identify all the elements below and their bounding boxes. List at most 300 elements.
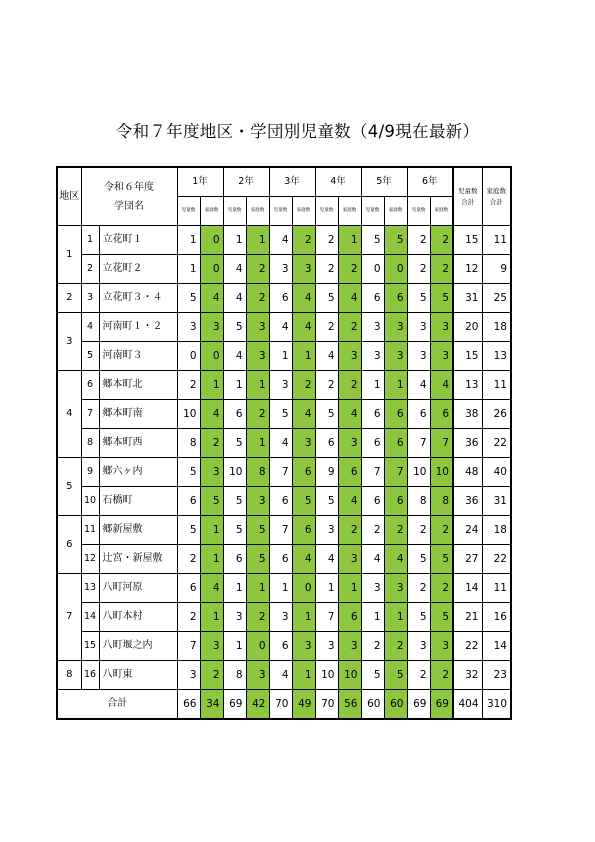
total-family-count-cell: 56 [338,690,361,720]
total-students-cell: 14 [453,574,482,603]
total-families-cell: 11 [482,226,511,255]
student-count-cell: 2 [315,313,338,342]
family-count-cell: 0 [200,255,223,284]
student-count-cell: 6 [361,487,384,516]
page-title: 令和７年度地区・学団別児童数（4/9現在最新） [115,122,480,141]
student-count-cell: 1 [223,371,246,400]
header-total-families-l2: 合計 [489,197,503,206]
total-row [57,690,511,720]
total-student-count-cell: 60 [361,690,384,720]
family-count-cell: 4 [338,284,361,313]
family-count-cell: 8 [246,458,269,487]
header-grade-2: 2年 [223,167,269,197]
student-count-cell: 5 [315,487,338,516]
table-row [57,429,511,458]
group-name: 立花町３・４ [99,284,177,313]
family-count-cell: 5 [200,487,223,516]
student-count-cell: 8 [407,487,430,516]
table-row [57,400,511,429]
family-count-cell: 4 [338,487,361,516]
group-number: 3 [81,284,99,313]
student-count-cell: 7 [269,516,292,545]
family-count-cell: 2 [246,284,269,313]
header-grade-4: 4年 [315,167,361,197]
student-count-cell: 8 [177,429,200,458]
family-count-cell: 4 [200,284,223,313]
header-row-grades [57,167,511,197]
family-count-cell: 0 [200,342,223,371]
total-family-count-cell: 42 [246,690,269,720]
district-cell: 7 [57,574,81,661]
total-family-count-cell: 60 [384,690,407,720]
family-count-cell: 1 [200,603,223,632]
family-count-cell: 6 [292,516,315,545]
family-count-cell: 3 [292,255,315,284]
student-count-cell: 2 [407,226,430,255]
student-count-table [56,166,512,720]
family-count-cell: 4 [292,284,315,313]
total-student-count-cell: 66 [177,690,200,720]
family-count-cell: 3 [338,342,361,371]
student-count-cell: 5 [223,487,246,516]
student-count-cell: 7 [315,603,338,632]
student-count-cell: 5 [177,458,200,487]
district-cell: 6 [57,516,81,574]
group-number: 5 [81,342,99,371]
total-students-cell: 15 [453,226,482,255]
table-row [57,255,511,284]
student-count-cell: 10 [223,458,246,487]
family-count-cell: 2 [430,516,453,545]
family-count-cell: 3 [384,313,407,342]
total-families-cell: 18 [482,313,511,342]
total-label: 合計 [57,690,177,720]
student-count-cell: 5 [177,284,200,313]
family-count-cell: 2 [430,255,453,284]
header-group [81,167,177,226]
family-count-cell: 5 [430,284,453,313]
family-count-cell: 2 [430,661,453,690]
header-grade-3: 3年 [269,167,315,197]
student-count-cell: 2 [177,603,200,632]
family-count-cell: 5 [430,545,453,574]
total-students-cell: 38 [453,400,482,429]
group-number: 8 [81,429,99,458]
family-count-cell: 10 [430,458,453,487]
header-total-families [482,167,511,226]
group-number: 9 [81,458,99,487]
student-count-cell: 1 [315,574,338,603]
family-count-cell: 0 [246,632,269,661]
student-count-cell: 6 [269,545,292,574]
total-families-cell: 16 [482,603,511,632]
student-count-cell: 6 [177,487,200,516]
group-name: 辻宮・新屋敷 [99,545,177,574]
group-name: 八町本村 [99,603,177,632]
group-name: 立花町１ [99,226,177,255]
district-cell: 3 [57,313,81,371]
family-count-cell: 1 [246,226,269,255]
district-cell: 8 [57,661,81,690]
student-count-cell: 5 [361,661,384,690]
student-count-cell: 1 [177,255,200,284]
student-count-cell: 3 [407,313,430,342]
family-count-cell: 4 [292,545,315,574]
student-count-cell: 1 [223,632,246,661]
family-count-cell: 3 [246,342,269,371]
total-students-cell: 21 [453,603,482,632]
group-number: 1 [81,226,99,255]
family-count-cell: 1 [200,371,223,400]
family-count-cell: 1 [384,603,407,632]
student-count-cell: 1 [361,603,384,632]
student-count-cell: 6 [407,400,430,429]
student-count-cell: 5 [223,429,246,458]
student-count-cell: 6 [223,545,246,574]
header-district: 地区 [57,167,81,226]
family-count-cell: 1 [292,603,315,632]
student-count-cell: 4 [223,342,246,371]
student-count-cell: 2 [361,516,384,545]
student-count-cell: 6 [177,574,200,603]
student-count-cell: 3 [407,342,430,371]
total-families-cell: 11 [482,574,511,603]
student-count-cell: 4 [361,545,384,574]
family-count-cell: 5 [384,226,407,255]
total-student-count-cell: 69 [223,690,246,720]
student-count-cell: 6 [315,429,338,458]
group-name: 河南町３ [99,342,177,371]
family-count-cell: 2 [338,255,361,284]
family-count-cell: 0 [384,255,407,284]
student-count-cell: 4 [223,255,246,284]
family-count-cell: 6 [384,400,407,429]
family-count-cell: 1 [384,371,407,400]
student-count-cell: 2 [361,632,384,661]
student-count-cell: 5 [223,313,246,342]
table-row [57,284,511,313]
group-name: 郷本町西 [99,429,177,458]
family-count-cell: 5 [246,516,269,545]
group-number: 10 [81,487,99,516]
header-sub-families: 家庭数 [292,197,315,226]
group-name: 八町東 [99,661,177,690]
total-students-cell: 20 [453,313,482,342]
family-count-cell: 3 [338,545,361,574]
grand-total-families: 310 [482,690,511,720]
total-students-cell: 22 [453,632,482,661]
header-sub-students: 児童数 [361,197,384,226]
student-count-cell: 3 [361,313,384,342]
student-count-cell: 5 [407,284,430,313]
district-cell: 1 [57,226,81,284]
table-row [57,342,511,371]
group-number: 12 [81,545,99,574]
student-count-cell: 2 [407,516,430,545]
table-row [57,226,511,255]
student-count-cell: 7 [177,632,200,661]
family-count-cell: 3 [292,429,315,458]
total-family-count-cell: 34 [200,690,223,720]
total-families-cell: 40 [482,458,511,487]
total-students-cell: 15 [453,342,482,371]
table-row [57,661,511,690]
group-number: 16 [81,661,99,690]
group-number: 14 [81,603,99,632]
group-number: 13 [81,574,99,603]
student-count-cell: 4 [269,429,292,458]
student-count-cell: 5 [407,603,430,632]
student-count-cell: 7 [269,458,292,487]
table-row [57,371,511,400]
student-count-cell: 3 [315,632,338,661]
district-cell: 2 [57,284,81,313]
family-count-cell: 5 [246,545,269,574]
family-count-cell: 4 [200,400,223,429]
family-count-cell: 1 [292,661,315,690]
table-row [57,545,511,574]
student-count-cell: 6 [269,487,292,516]
family-count-cell: 1 [246,574,269,603]
student-count-cell: 2 [315,226,338,255]
total-students-cell: 48 [453,458,482,487]
family-count-cell: 7 [430,429,453,458]
header-total-families-l1: 家庭数 [486,187,506,196]
student-count-cell: 4 [269,661,292,690]
family-count-cell: 6 [430,400,453,429]
student-count-cell: 7 [407,429,430,458]
header-grade-5: 5年 [361,167,407,197]
student-count-cell: 2 [407,574,430,603]
total-students-cell: 31 [453,284,482,313]
table-row [57,603,511,632]
student-count-cell: 1 [269,342,292,371]
header-sub-families: 家庭数 [200,197,223,226]
family-count-cell: 1 [338,226,361,255]
student-count-cell: 0 [177,342,200,371]
student-count-cell: 5 [177,516,200,545]
family-count-cell: 7 [384,458,407,487]
header-sub-students: 児童数 [177,197,200,226]
student-count-cell: 4 [269,313,292,342]
family-count-cell: 6 [384,429,407,458]
student-count-cell: 6 [223,400,246,429]
family-count-cell: 6 [384,284,407,313]
total-student-count-cell: 70 [269,690,292,720]
family-count-cell: 6 [384,487,407,516]
student-count-cell: 4 [315,545,338,574]
family-count-cell: 3 [338,632,361,661]
student-count-cell: 2 [315,371,338,400]
student-count-cell: 4 [269,226,292,255]
header-group-year: 令和６年度 [104,181,154,193]
total-students-cell: 32 [453,661,482,690]
total-students-cell: 36 [453,429,482,458]
group-number: 4 [81,313,99,342]
group-name: 八町河原 [99,574,177,603]
family-count-cell: 3 [246,661,269,690]
student-count-cell: 2 [177,545,200,574]
student-count-cell: 10 [315,661,338,690]
student-count-cell: 5 [315,400,338,429]
family-count-cell: 3 [200,313,223,342]
student-count-cell: 5 [223,516,246,545]
family-count-cell: 4 [430,371,453,400]
family-count-cell: 2 [200,429,223,458]
table-row [57,487,511,516]
family-count-cell: 6 [338,458,361,487]
family-count-cell: 2 [338,371,361,400]
total-families-cell: 14 [482,632,511,661]
student-count-cell: 1 [223,226,246,255]
student-count-cell: 5 [407,545,430,574]
student-count-cell: 3 [315,516,338,545]
family-count-cell: 2 [200,661,223,690]
header-sub-families: 家庭数 [246,197,269,226]
table-row [57,632,511,661]
student-count-cell: 9 [315,458,338,487]
student-count-cell: 7 [361,458,384,487]
student-count-cell: 4 [223,284,246,313]
family-count-cell: 6 [292,458,315,487]
header-sub-families: 家庭数 [384,197,407,226]
group-number: 6 [81,371,99,400]
student-count-cell: 3 [407,632,430,661]
student-count-cell: 6 [361,284,384,313]
family-count-cell: 6 [338,603,361,632]
family-count-cell: 1 [246,429,269,458]
family-count-cell: 3 [430,313,453,342]
student-count-cell: 2 [407,661,430,690]
family-count-cell: 2 [430,574,453,603]
student-count-cell: 1 [269,574,292,603]
family-count-cell: 4 [384,545,407,574]
header-sub-families: 家庭数 [430,197,453,226]
table-row [57,516,511,545]
total-student-count-cell: 69 [407,690,430,720]
family-count-cell: 2 [384,632,407,661]
family-count-cell: 3 [200,632,223,661]
total-families-cell: 22 [482,545,511,574]
family-count-cell: 3 [246,313,269,342]
header-sub-students: 児童数 [269,197,292,226]
total-families-cell: 11 [482,371,511,400]
student-count-cell: 3 [269,603,292,632]
total-families-cell: 25 [482,284,511,313]
total-students-cell: 12 [453,255,482,284]
grand-total-students: 404 [453,690,482,720]
student-count-cell: 5 [315,284,338,313]
header-grade-6: 6年 [407,167,453,197]
group-name: 河南町１・２ [99,313,177,342]
student-count-cell: 3 [223,603,246,632]
table-row [57,458,511,487]
student-count-cell: 3 [361,574,384,603]
table-row [57,574,511,603]
student-count-cell: 8 [223,661,246,690]
header-sub-students: 児童数 [223,197,246,226]
group-name: 立花町２ [99,255,177,284]
total-families-cell: 26 [482,400,511,429]
family-count-cell: 5 [292,487,315,516]
total-families-cell: 23 [482,661,511,690]
district-cell: 5 [57,458,81,516]
student-count-cell: 2 [407,255,430,284]
student-count-cell: 5 [361,226,384,255]
family-count-cell: 10 [338,661,361,690]
group-name: 郷新屋敷 [99,516,177,545]
student-count-cell: 6 [361,429,384,458]
group-name: 八町堰之内 [99,632,177,661]
total-families-cell: 22 [482,429,511,458]
group-name: 郷六ヶ内 [99,458,177,487]
family-count-cell: 2 [430,226,453,255]
total-family-count-cell: 69 [430,690,453,720]
family-count-cell: 1 [246,371,269,400]
student-count-cell: 0 [361,255,384,284]
student-count-cell: 4 [407,371,430,400]
group-name: 郷本町南 [99,400,177,429]
total-families-cell: 18 [482,516,511,545]
family-count-cell: 2 [246,603,269,632]
total-students-cell: 27 [453,545,482,574]
student-count-cell: 3 [269,371,292,400]
family-count-cell: 2 [292,371,315,400]
total-student-count-cell: 70 [315,690,338,720]
student-count-cell: 1 [177,226,200,255]
family-count-cell: 4 [338,400,361,429]
group-name: 郷本町北 [99,371,177,400]
student-count-cell: 6 [361,400,384,429]
student-count-cell: 6 [269,632,292,661]
family-count-cell: 3 [246,487,269,516]
student-count-cell: 6 [269,284,292,313]
family-count-cell: 0 [292,574,315,603]
family-count-cell: 0 [200,226,223,255]
family-count-cell: 2 [292,226,315,255]
student-count-cell: 1 [223,574,246,603]
group-number: 11 [81,516,99,545]
family-count-cell: 1 [292,342,315,371]
total-families-cell: 13 [482,342,511,371]
student-count-cell: 1 [361,371,384,400]
family-count-cell: 8 [430,487,453,516]
table-row [57,313,511,342]
family-count-cell: 1 [338,574,361,603]
group-name: 石橋町 [99,487,177,516]
family-count-cell: 4 [292,313,315,342]
student-count-cell: 3 [269,255,292,284]
header-total-students-l2: 合計 [461,197,475,206]
group-number: 2 [81,255,99,284]
total-families-cell: 31 [482,487,511,516]
family-count-cell: 3 [292,632,315,661]
family-count-cell: 3 [430,342,453,371]
family-count-cell: 1 [200,516,223,545]
student-count-cell: 2 [315,255,338,284]
family-count-cell: 2 [384,516,407,545]
total-students-cell: 13 [453,371,482,400]
family-count-cell: 3 [338,429,361,458]
total-family-count-cell: 49 [292,690,315,720]
total-families-cell: 9 [482,255,511,284]
family-count-cell: 1 [200,545,223,574]
student-count-cell: 3 [177,313,200,342]
family-count-cell: 3 [430,632,453,661]
family-count-cell: 3 [200,458,223,487]
family-count-cell: 2 [246,400,269,429]
header-total-students-l1: 児童数 [458,187,478,196]
